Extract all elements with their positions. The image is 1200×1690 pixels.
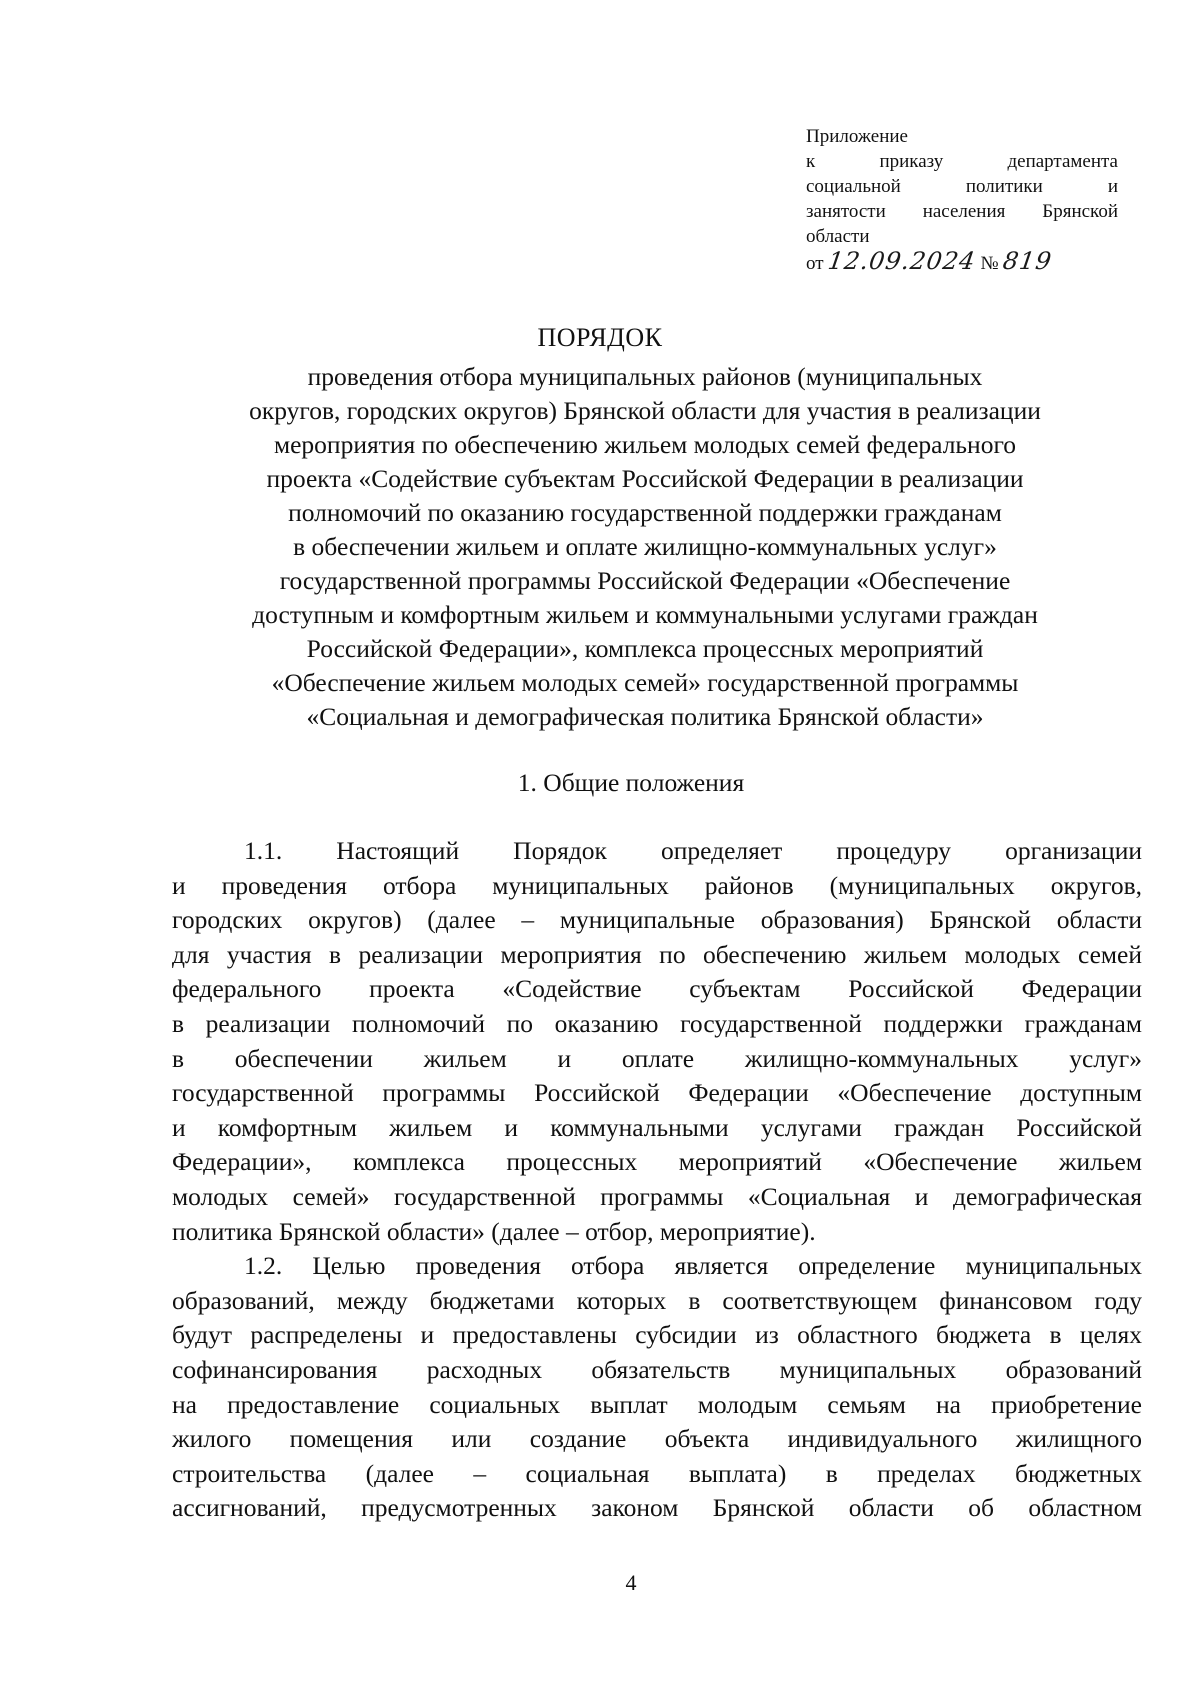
subtitle-line: доступным и комфортным жильем и коммунальными услугами граждан [252,600,1038,629]
body-line: строительства (далее – социальная выплата) в пределах бюджетных [172,1458,1142,1488]
body-line: в реализации полномочий по оказанию государственной поддержки гражданам [172,1008,1142,1038]
handwritten-date: 12.09.2024 [826,247,978,275]
subtitle-line: округов, городских округов) Брянской области для участия в реализации [249,396,1041,425]
appendix-date-line [806,249,1118,276]
appendix-word: Брянской [1042,201,1118,222]
appendix-word: социальной [806,176,901,197]
appendix-line-5: области [806,226,870,247]
body-line: ассигнований, предусмотренных законом Брянской области об областном [172,1493,1142,1523]
subtitle-line: проведения отбора муниципальных районов (муниципальных [307,362,983,391]
body-line: образований, между бюджетами которых в соответствующем финансовом году [172,1285,1142,1315]
date-prefix: от [806,253,824,274]
subtitle-line: полномочий по оказанию государственной поддержки гражданам [288,498,1002,527]
subtitle-line: в обеспечении жильем и оплате жилищно-коммунальных услуг» [293,532,997,561]
body-line: политика Брянской области» (далее – отбор, мероприятие). [172,1216,816,1246]
body-line: Федерации», комплекса процессных мероприятий «Обеспечение жильем [172,1147,1142,1177]
subtitle-line: проекта «Содействие субъектам Российской Федерации в реализации [266,464,1024,493]
appendix-block [806,124,1118,276]
body-line: молодых семей» государственной программы «Социальная и демографическая [172,1181,1142,1211]
body-line: и комфортным жильем и коммунальными услугами граждан Российской [172,1112,1142,1142]
subtitle-line: мероприятия по обеспечению жильем молодых семей федерального [273,430,1017,459]
appendix-line-2 [806,149,1118,174]
body-line: 1.2. Целью проведения отбора является определение муниципальных [244,1251,1142,1281]
appendix-line-1: Приложение [806,126,908,147]
appendix-word: к [806,151,816,172]
appendix-word: департамента [1007,151,1118,172]
subtitle-line: Российской Федерации», комплекса процессных мероприятий [306,634,984,663]
body-line: будут распределены и предоставлены субсидии из областного бюджета в целях [172,1320,1142,1350]
body-line: софинансирования расходных обязательств муниципальных образований [172,1354,1142,1384]
body-line: жилого помещения или создание объекта индивидуального жилищного [172,1424,1142,1454]
appendix-word: занятости [806,201,886,222]
appendix-word: населения [922,201,1006,222]
document-subtitle [160,360,1130,734]
body-line: государственной программы Российской Федерации «Обеспечение доступным [172,1078,1142,1108]
appendix-word: и [1107,176,1118,197]
page-number: 4 [625,1570,637,1595]
section-heading: 1. Общие положения [517,768,745,797]
body-line: на предоставление социальных выплат молодым семьям на приобретение [172,1389,1142,1419]
body-line: в обеспечении жильем и оплате жилищно-коммунальных услуг» [172,1043,1142,1073]
appendix-word: политики [965,176,1043,197]
document-title: ПОРЯДОК [537,323,663,352]
subtitle-line: «Социальная и демографическая политика Брянской области» [306,702,984,731]
handwritten-number: 819 [1001,247,1055,275]
appendix-word: приказу [879,151,944,172]
body-line: для участия в реализации мероприятия по обеспечению жильем молодых семей [172,939,1142,969]
body-line: городских округов) (далее – муниципальные образования) Брянской области [172,905,1142,935]
body-line: федерального проекта «Содействие субъектам Российской Федерации [172,974,1142,1004]
subtitle-line: государственной программы Российской Федерации «Обеспечение [279,566,1011,595]
number-prefix: № [980,253,999,274]
body-text [172,834,1142,1526]
appendix-line-4 [806,199,1118,224]
body-line: 1.1. Настоящий Порядок определяет процедуру организации [244,836,1142,865]
body-line: и проведения отбора муниципальных районов (муниципальных округов, [172,870,1142,900]
subtitle-line: «Обеспечение жильем молодых семей» государственной программы [271,668,1019,697]
appendix-line-3 [806,174,1118,199]
